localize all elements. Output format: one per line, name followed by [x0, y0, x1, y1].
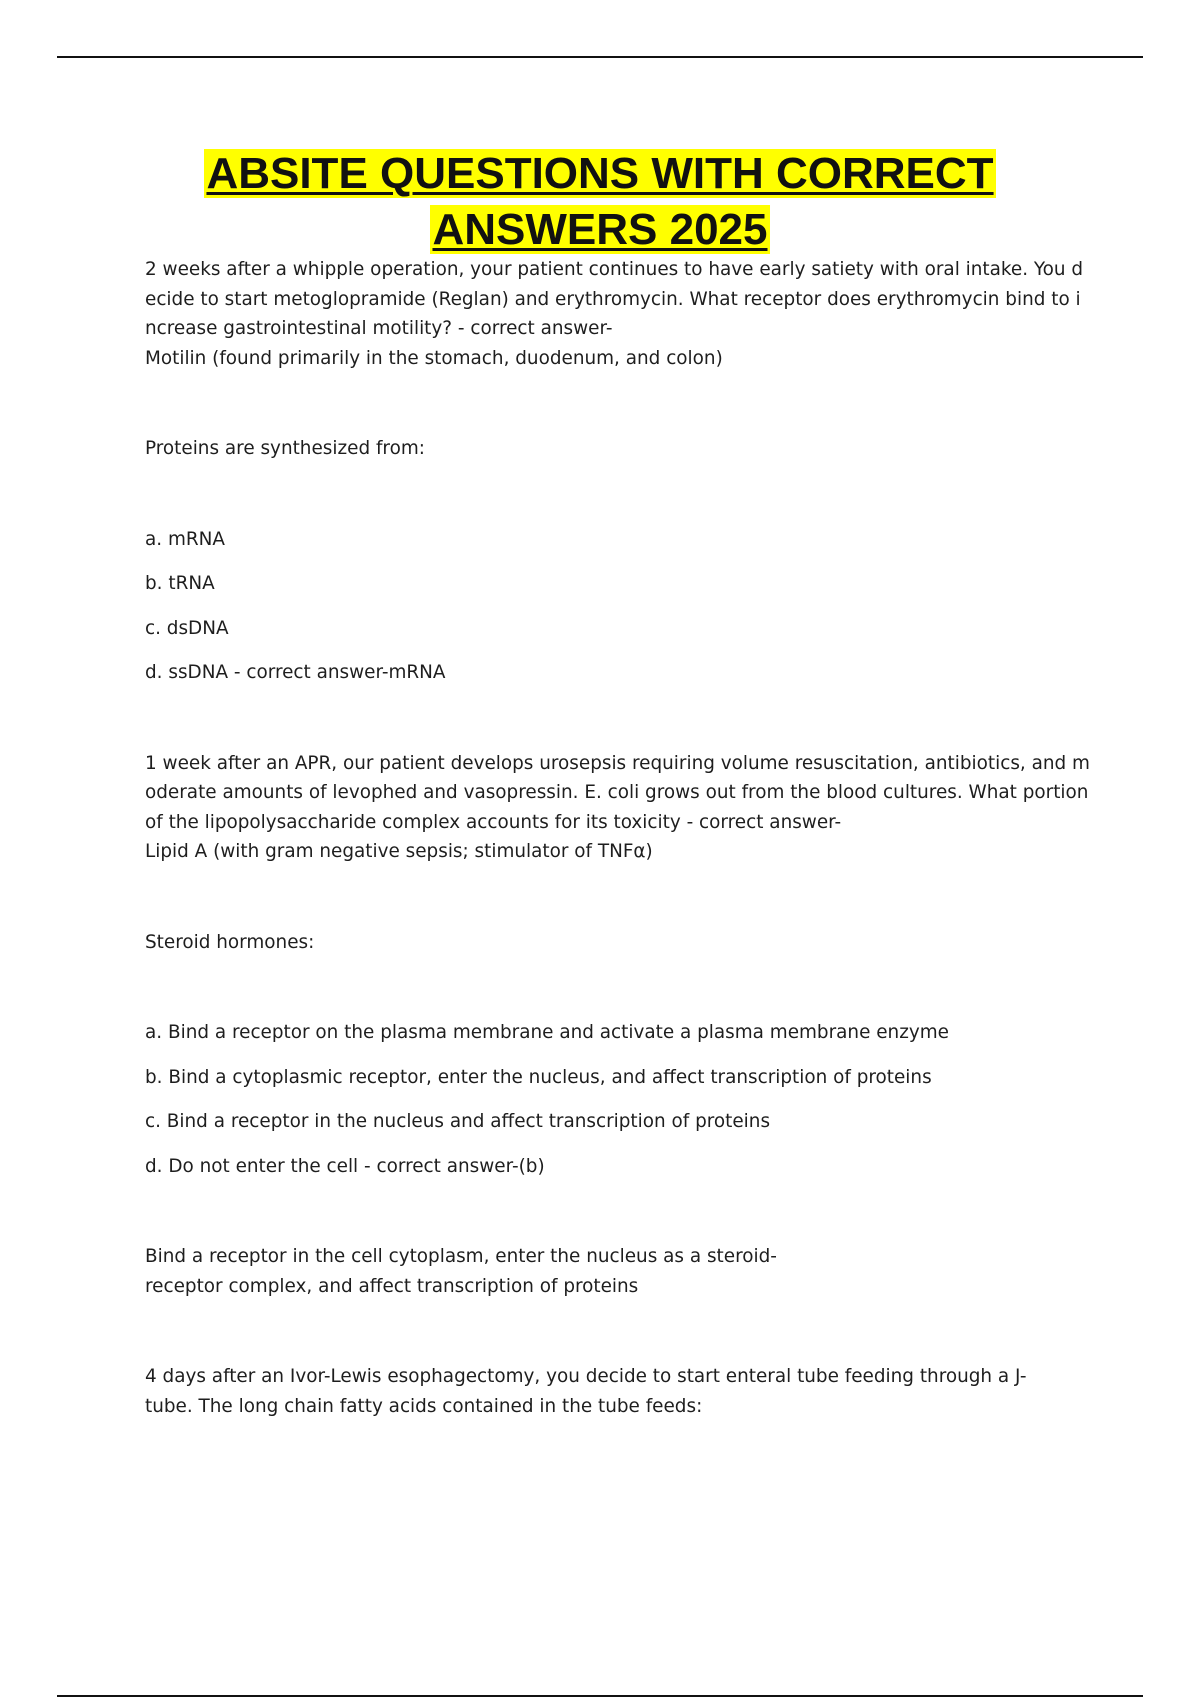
- question-2-option: c. dsDNA: [145, 617, 229, 639]
- question-2-option: a. mRNA: [145, 528, 225, 550]
- question-5-text-line-2: tube. The long chain fatty acids contained in the tube feeds:: [145, 1395, 703, 1417]
- title-line-1: ABSITE QUESTIONS WITH CORRECT: [206, 149, 994, 198]
- title-line-2: ANSWERS 2025: [432, 205, 768, 254]
- question-4-option: d. Do not enter the cell - correct answer-(b): [145, 1155, 545, 1177]
- question-3-text: 1 week after an APR, our patient develops urosepsis requiring volume resuscitation, antibiotics, and moderate amounts of levophed and vasopressin. E. coli grows out from the blood cultures. What portion of the lipopolysaccharide complex accounts for its toxicity - correct answer-: [145, 752, 1090, 833]
- question-5-text-line-1: 4 days after an Ivor-Lewis esophagectomy, you decide to start enteral tube feeding through a J-: [145, 1366, 1027, 1387]
- page-title: [0, 146, 1200, 258]
- question-2-option: d. ssDNA - correct answer-mRNA: [145, 662, 446, 683]
- bottom-rule: [57, 1695, 1143, 1697]
- question-1-text: 2 weeks after a whipple operation, your patient continues to have early satiety with oral intake. You decide to start metoglopramide (Reglan) and erythromycin. What receptor does erythromycin bind to increase gastrointestinal motility? - correct answer-: [145, 259, 1084, 339]
- question-4-explanation-line-1: Bind a receptor in the cell cytoplasm, enter the nucleus as a steroid-: [145, 1246, 777, 1267]
- top-rule: [57, 56, 1143, 58]
- question-4-option: a. Bind a receptor on the plasma membrane and activate a plasma membrane enzyme: [145, 1022, 949, 1043]
- question-4-option: c. Bind a receptor in the nucleus and affect transcription of proteins: [145, 1111, 771, 1132]
- question-2-option: b. tRNA: [145, 573, 215, 594]
- question-2-text: Proteins are synthesized from:: [145, 438, 425, 459]
- question-3-answer: Lipid A (with gram negative sepsis; stimulator of TNFα): [145, 841, 653, 862]
- question-1-answer: Motilin (found primarily in the stomach, duodenum, and colon): [145, 347, 723, 369]
- document-body: [145, 255, 1090, 1421]
- question-4-text: Steroid hormones:: [145, 931, 315, 953]
- question-4-explanation-line-2: receptor complex, and affect transcription of proteins: [145, 1275, 639, 1297]
- question-4-option: b. Bind a cytoplasmic receptor, enter the nucleus, and affect transcription of proteins: [145, 1066, 932, 1088]
